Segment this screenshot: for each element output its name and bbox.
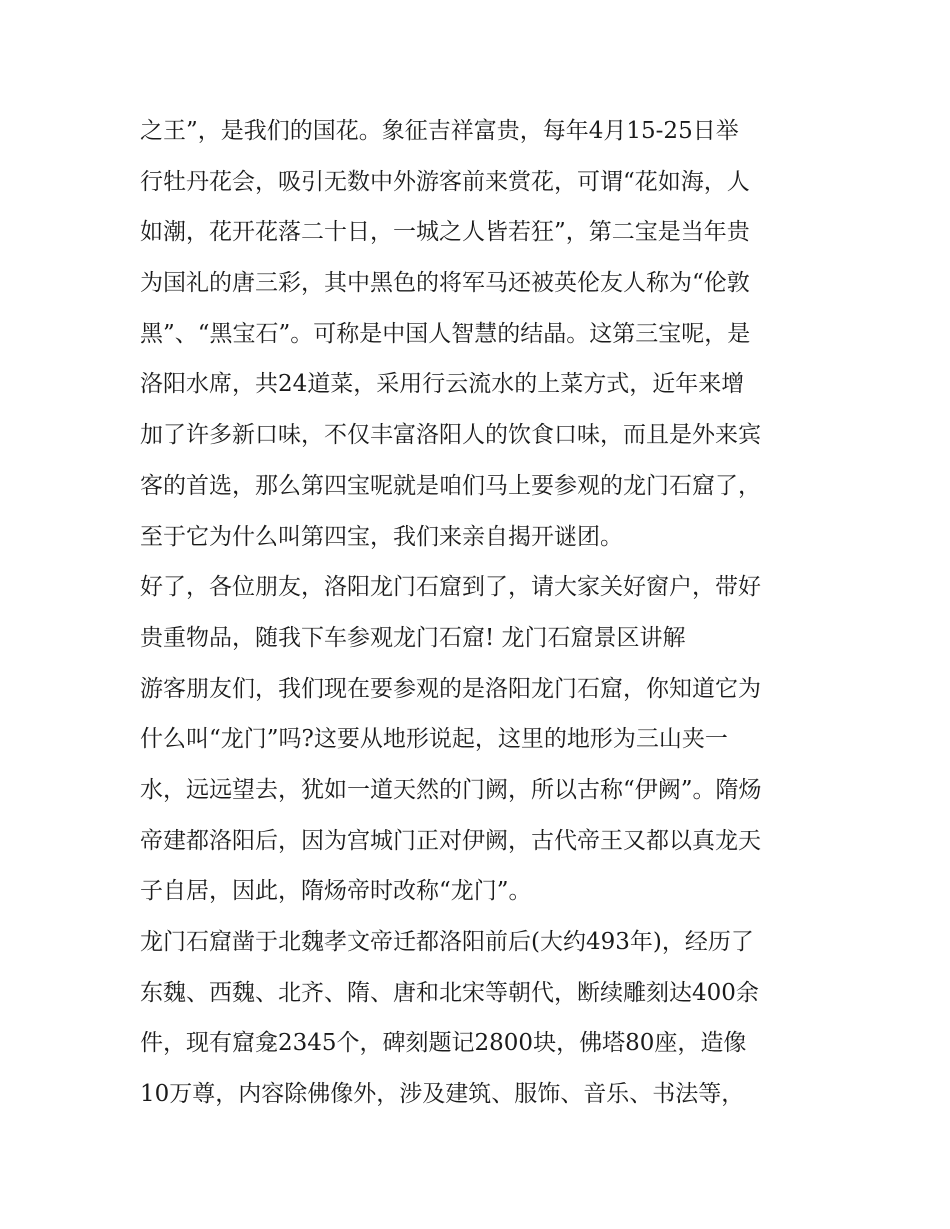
text-line: 好了，各位朋友，洛阳龙门石窟到了，请大家关好窗户，带好 — [140, 574, 761, 601]
text-line: 东魏、西魏、北齐、隋、唐和北宋等朝代，断续雕刻达400余 — [140, 979, 759, 1006]
text-line: 龙门石窟凿于北魏孝文帝迁都洛阳前后(大约493年)，经历了 — [140, 929, 754, 955]
text-line: 加了许多新口味，不仅丰富洛阳人的饮食口味，而且是外来宾 — [140, 422, 761, 449]
text-line: 客的首选，那么第四宝呢就是咱们马上要参观的龙门石窟了， — [140, 472, 761, 499]
text-line: 至于它为什么叫第四宝，我们来亲自揭开谜团。 — [140, 523, 623, 550]
text-line: 子自居，因此，隋炀帝时改称“龙门”。 — [140, 878, 532, 905]
text-line: 行牡丹花会，吸引无数中外游客前来赏花，可谓“花如海，人 — [140, 168, 750, 195]
text-line: 贵重物品，随我下车参观龙门石窟! 龙门石窟景区讲解 — [140, 624, 686, 651]
text-line: 10万尊，内容除佛像外，涉及建筑、服饰、音乐、书法等， — [140, 1081, 745, 1108]
text-line: 游客朋友们，我们现在要参观的是洛阳龙门石窟，你知道它为 — [140, 675, 761, 702]
text-line: 之王”，是我们的国花。象征吉祥富贵，每年4月15-25日举 — [140, 118, 739, 144]
text-line: 水，远远望去，犹如一道天然的门阙，所以古称“伊阙”。隋炀 — [140, 776, 762, 803]
text-line: 洛阳水席，共24道菜，采用行云流水的上菜方式，近年来增 — [140, 371, 745, 398]
text-line: 如潮，花开花落二十日，一城之人皆若狂”，第二宝是当年贵 — [140, 219, 750, 246]
body-text — [140, 106, 820, 1120]
text-line: 帝建都洛阳后，因为宫城门正对伊阙，古代帝王又都以真龙天 — [140, 827, 761, 854]
text-line: 为国礼的唐三彩，其中黑色的将军马还被英伦友人称为“伦敦 — [140, 270, 750, 297]
text-line: 什么叫“龙门”吗?这要从地形说起，这里的地形为三山夹一 — [140, 726, 728, 753]
text-line: 黑”、“黑宝石”。可称是中国人智慧的结晶。这第三宝呢，是 — [140, 320, 751, 347]
text-line: 件，现有窟龛2345个，碑刻题记2800块，佛塔80座，造像 — [140, 1030, 747, 1057]
